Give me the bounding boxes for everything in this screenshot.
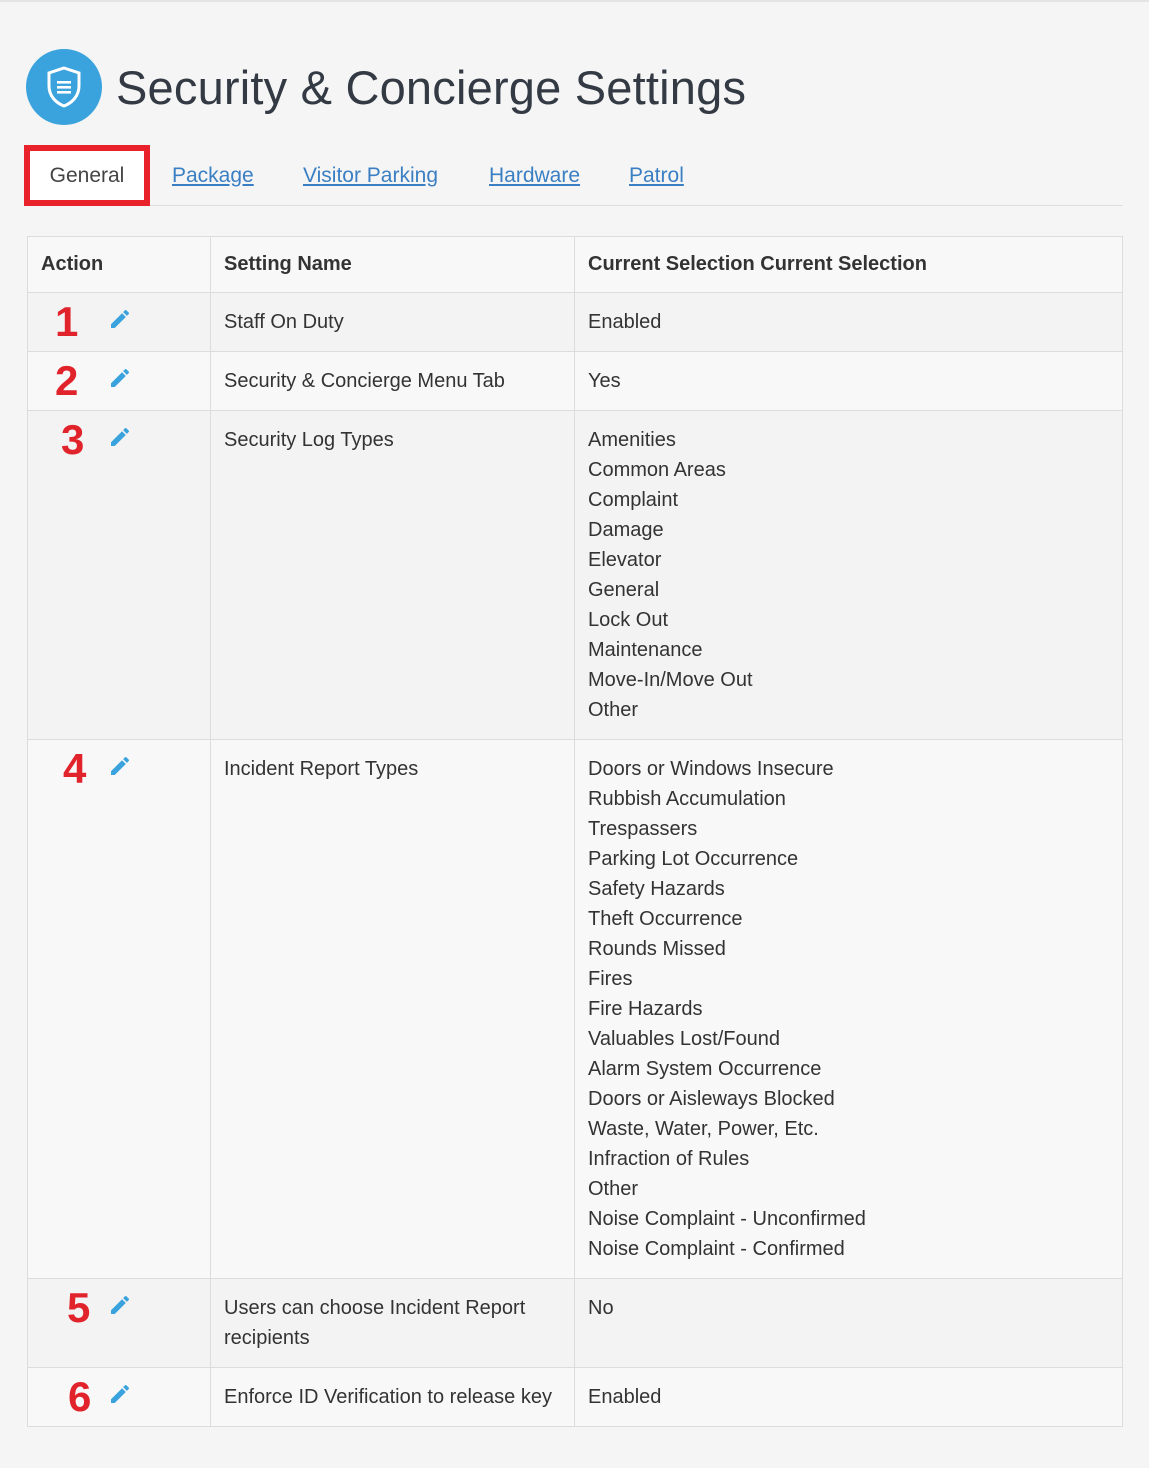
row-number-annotation: 4 <box>63 745 87 792</box>
tab-hardware[interactable]: Hardware <box>489 163 581 187</box>
setting-name-cell: Users can choose Incident Report recipients <box>211 1279 575 1367</box>
selection-value: General <box>588 579 660 601</box>
action-cell <box>28 1279 211 1367</box>
selection-value: Lock Out <box>588 609 669 631</box>
current-selection-cell <box>575 352 1122 410</box>
row-number-annotation: 5 <box>67 1284 91 1331</box>
edit-pencil-icon[interactable] <box>108 366 132 390</box>
selection-value: Rubbish Accumulation <box>588 788 786 810</box>
selection-value: Theft Occurrence <box>588 908 743 930</box>
table-header-row <box>28 237 1122 292</box>
row-number-annotation: 6 <box>68 1373 92 1420</box>
current-selection-cell <box>575 740 1122 1278</box>
setting-name-cell: Security Log Types <box>211 411 575 739</box>
table-row <box>28 739 1122 1278</box>
row-number-annotation: 1 <box>55 298 79 345</box>
table-row <box>28 410 1122 739</box>
table-row <box>28 1367 1122 1426</box>
settings-tabs <box>24 145 1123 206</box>
selection-value: Enabled <box>588 1386 662 1408</box>
selection-value: Safety Hazards <box>588 878 725 900</box>
current-selection-cell <box>575 1368 1122 1426</box>
tab-general[interactable]: General <box>24 145 150 206</box>
selection-value: Doors or Windows Insecure <box>588 758 834 780</box>
selection-value: Other <box>588 1178 639 1200</box>
row-number-annotation: 3 <box>61 416 85 463</box>
edit-pencil-icon[interactable] <box>108 307 132 331</box>
action-cell <box>28 740 211 1278</box>
edit-pencil-icon[interactable] <box>108 1382 132 1406</box>
setting-name-cell: Security & Concierge Menu Tab <box>211 352 575 410</box>
selection-value: Move-In/Move Out <box>588 669 753 691</box>
setting-name-cell: Enforce ID Verification to release key <box>211 1368 575 1426</box>
selection-value: Noise Complaint - Unconfirmed <box>588 1208 866 1230</box>
selection-value: Other <box>588 699 639 721</box>
setting-name-cell: Incident Report Types <box>211 740 575 1278</box>
selection-value: Parking Lot Occurrence <box>588 848 799 870</box>
selection-value: Complaint <box>588 489 679 511</box>
selection-value: Fires <box>588 968 633 990</box>
selection-value: Infraction of Rules <box>588 1148 750 1170</box>
action-cell <box>28 411 211 739</box>
action-cell <box>28 293 211 351</box>
action-cell <box>28 1368 211 1426</box>
current-selection-cell <box>575 1279 1122 1367</box>
selection-value: Enabled <box>588 311 662 333</box>
tab-patrol[interactable]: Patrol <box>629 163 684 187</box>
selection-value: Elevator <box>588 549 662 571</box>
selection-value: Doors or Aisleways Blocked <box>588 1088 835 1110</box>
selection-value: Maintenance <box>588 639 703 661</box>
selection-value: Common Areas <box>588 459 726 481</box>
tab-package[interactable]: Package <box>172 163 254 187</box>
edit-pencil-icon[interactable] <box>108 425 132 449</box>
column-header-setting-name: Setting Name <box>211 237 575 292</box>
action-cell <box>28 352 211 410</box>
selection-value: Alarm System Occurrence <box>588 1058 822 1080</box>
column-header-action: Action <box>28 237 211 292</box>
table-row <box>28 351 1122 410</box>
page-title: Security & Concierge Settings <box>116 60 747 114</box>
selection-value: Fire Hazards <box>588 998 703 1020</box>
selection-value: Trespassers <box>588 818 698 840</box>
current-selection-cell <box>575 411 1122 739</box>
table-row <box>28 292 1122 351</box>
page-header <box>26 49 746 125</box>
selection-value: Damage <box>588 519 664 541</box>
selection-value: Amenities <box>588 429 676 451</box>
tab-visitor-parking[interactable]: Visitor Parking <box>303 163 439 187</box>
selection-value: No <box>588 1297 614 1319</box>
selection-value: Valuables Lost/Found <box>588 1028 780 1050</box>
row-number-annotation: 2 <box>55 357 79 404</box>
shield-icon <box>26 49 102 125</box>
edit-pencil-icon[interactable] <box>108 754 132 778</box>
selection-value: Waste, Water, Power, Etc. <box>588 1118 819 1140</box>
selection-value: Noise Complaint - Confirmed <box>588 1238 845 1260</box>
column-header-current-selection: Current Selection Current Selection <box>588 253 927 275</box>
table-row <box>28 1278 1122 1367</box>
current-selection-cell <box>575 293 1122 351</box>
selection-value: Yes <box>588 370 621 392</box>
settings-table <box>27 236 1123 1427</box>
selection-value: Rounds Missed <box>588 938 726 960</box>
edit-pencil-icon[interactable] <box>108 1293 132 1317</box>
setting-name-cell: Staff On Duty <box>211 293 575 351</box>
